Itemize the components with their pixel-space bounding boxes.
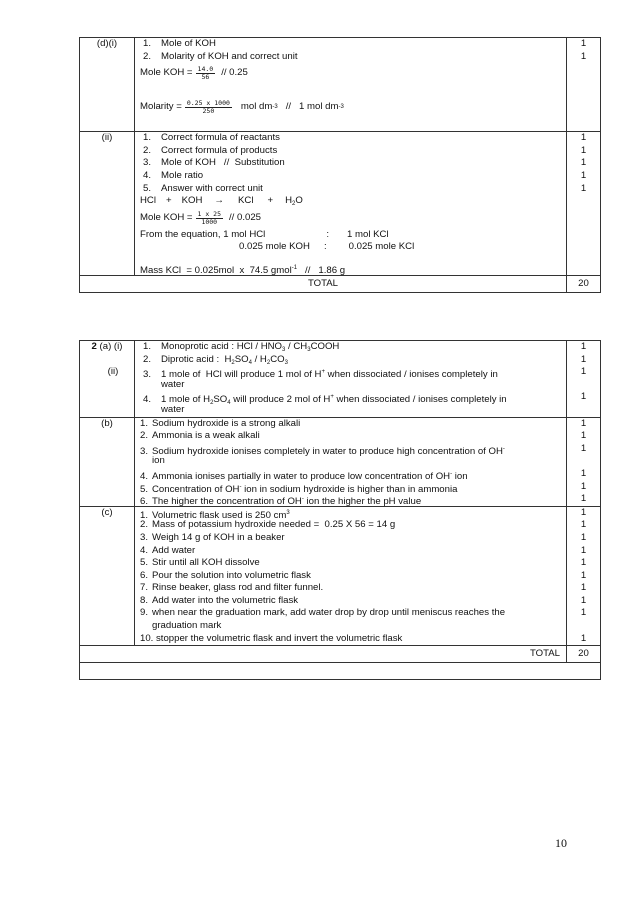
list-item: 2. Diprotic acid : $H_2SO_4 / H_2CO_3$ — [143, 353, 288, 366]
row-d-i — [80, 38, 601, 132]
mark: 1 — [580, 38, 587, 49]
mark: 1 — [580, 480, 587, 492]
mark: 1 — [580, 493, 587, 505]
list-item: 2. Correct formula of products — [143, 144, 278, 156]
list-item: 2. Molarity of KOH and correct unit — [143, 50, 298, 62]
mark: 1 — [580, 353, 587, 365]
label-cell — [80, 38, 135, 132]
list-item: 2. Ammonia is a weak alkali — [140, 430, 260, 442]
total-value: 20 — [567, 646, 601, 663]
label-cell — [80, 341, 135, 418]
marks-cell — [567, 417, 601, 506]
marks-cell — [567, 506, 601, 646]
list-item: 8. Add water into the volumetric flask — [140, 594, 299, 606]
mark: 1 — [580, 391, 587, 403]
list-item: 3. Mole of KOH // Substitution — [143, 157, 285, 169]
marks-cell — [567, 38, 601, 132]
total-label: TOTAL — [80, 275, 567, 292]
mark: 1 — [580, 182, 587, 194]
mark: 1 — [580, 442, 587, 454]
scheme-cell — [135, 506, 567, 646]
question-label: (ii) — [101, 132, 113, 144]
fraction: $\frac{1 x 25}{1000}$ — [197, 209, 222, 226]
fraction: $\frac{0.25 x 1000}{250}$ — [186, 99, 230, 116]
list-item: 4. Add water — [140, 544, 196, 556]
list-item: 3. Weigh 14 g of KOH in a beaker — [140, 531, 285, 543]
total-row — [80, 646, 601, 663]
mark: 1 — [580, 341, 587, 352]
mark: 1 — [580, 569, 587, 581]
page-number: 10 — [555, 836, 567, 850]
mark: 1 — [580, 531, 587, 543]
equation-ratio: From the equation, 1 mol HCl : 1 mol KCl — [140, 228, 389, 240]
list-item: 3. Sodium hydroxide ionises completely in water to produce high concentration of OH- — [140, 445, 505, 457]
mark: 1 — [580, 594, 587, 606]
mark: 1 — [580, 430, 587, 442]
marks-cell — [567, 341, 601, 418]
list-item: 1. Mole of KOH — [143, 38, 216, 49]
list-item: 1. Monoprotic acid : HCl / $HNO_3$ / $CH_3COOH$ — [143, 341, 340, 353]
row-2b — [80, 417, 601, 506]
mark: 1 — [580, 50, 587, 62]
mark: 1 — [580, 607, 587, 619]
list-item: 9. when near the graduation mark, add water drop by drop until meniscus reaches the — [140, 607, 506, 619]
mass-kcl-line: Mass KCl = 0.025mol x 74.5 gmol$^{-1}$ // 1.86 g — [140, 264, 346, 276]
scheme-cell — [135, 417, 567, 506]
mole-ratio-line: 0.025 mole KOH : 0.025 mole KCl — [239, 241, 415, 253]
mole-koh-formula: Mole KOH = $\frac{14.0}{56}$ // 0.25 — [140, 65, 248, 82]
row-ii — [80, 132, 601, 275]
fraction: $\frac{14.0}{56}$ — [197, 65, 214, 82]
molarity-formula: Molarity = $\frac{0.25 x 1000}{250}$ mol dm -3 // 1 mol dm -3 — [140, 99, 344, 116]
marks-cell — [567, 132, 601, 275]
label-cell — [80, 132, 135, 275]
list-item: 5. Concentration of OH- ion in sodium hydroxide is higher than in ammonia — [140, 483, 458, 495]
label-cell — [80, 417, 135, 506]
list-item: 3. 1 mole of HCl will produce 1 mol of H+ when dissociated / ionises completely in — [143, 369, 498, 381]
label-cell — [80, 506, 135, 646]
mark: 1 — [580, 144, 587, 156]
answer-table-question-1 — [79, 37, 601, 293]
mark: 1 — [580, 417, 587, 429]
row-2a — [80, 341, 601, 418]
mark: 1 — [580, 169, 587, 181]
mark: 1 — [580, 582, 587, 594]
mark: 1 — [580, 632, 587, 644]
scheme-cell — [135, 132, 567, 275]
list-item: 1. Volumetric flask used is 250 $cm^3$ — [140, 509, 290, 521]
list-item: 5. Answer with correct unit — [143, 182, 263, 194]
list-item: 10. stopper the volumetric flask and invert the volumetric flask — [140, 632, 403, 644]
question-label: (b) — [101, 417, 113, 429]
mark: 1 — [580, 132, 587, 144]
question-label: (ii) — [107, 366, 119, 378]
mark: 1 — [580, 366, 587, 378]
total-row — [80, 275, 601, 292]
list-item: 1. Correct formula of reactants — [143, 132, 280, 144]
question-label: 2 (a) (i) — [91, 341, 123, 352]
mole-koh-formula-2: Mole KOH = $\frac{1 x 25}{1000}$ // 0.025 — [140, 209, 262, 226]
list-item: 2. Mass of potassium hydroxide needed = 0.25 X 56 = 14 g — [140, 519, 396, 531]
scheme-cell — [135, 341, 567, 418]
answer-table-question-2 — [79, 340, 601, 680]
total-value: 20 — [567, 275, 601, 292]
mark: 1 — [580, 506, 587, 518]
question-label: (c) — [101, 506, 113, 518]
list-item-continuation: water — [161, 403, 185, 415]
chemical-equation: HCl + KOH → KCl + $H_2O$ — [140, 195, 303, 208]
list-item: 4. Ammonia ionises partially in water to produce low concentration of OH- ion — [140, 470, 468, 482]
question-label: (d)(i) — [96, 38, 118, 49]
list-item: 1. Sodium hydroxide is a strong alkali — [140, 417, 301, 429]
arrow-icon: → — [214, 195, 224, 207]
blank-row — [80, 663, 601, 680]
list-item: 6. Pour the solution into volumetric flask — [140, 569, 311, 581]
list-item: 7. Rinse beaker, glass rod and filter funnel. — [140, 582, 324, 594]
list-item: 5. Stir until all KOH dissolve — [140, 557, 260, 569]
scheme-cell — [135, 38, 567, 132]
mark: 1 — [580, 467, 587, 479]
row-2c — [80, 506, 601, 646]
mark: 1 — [580, 157, 587, 169]
blank-cell — [80, 663, 601, 680]
list-item: 4. Mole ratio — [143, 169, 204, 181]
list-item: 4. 1 mole of $H_2SO_4$ will produce 2 mol of H+ when dissociated / ionises completely in — [143, 394, 507, 407]
mark: 1 — [580, 544, 587, 556]
list-item-continuation: ion — [152, 455, 165, 467]
mark: 1 — [580, 557, 587, 569]
list-item: 6. The higher the concentration of OH- ion the higher the pH value — [140, 496, 422, 508]
total-label: TOTAL — [80, 646, 567, 663]
list-item-continuation: water — [161, 378, 185, 390]
list-item-continuation: graduation mark — [152, 620, 222, 632]
mark: 1 — [580, 519, 587, 531]
